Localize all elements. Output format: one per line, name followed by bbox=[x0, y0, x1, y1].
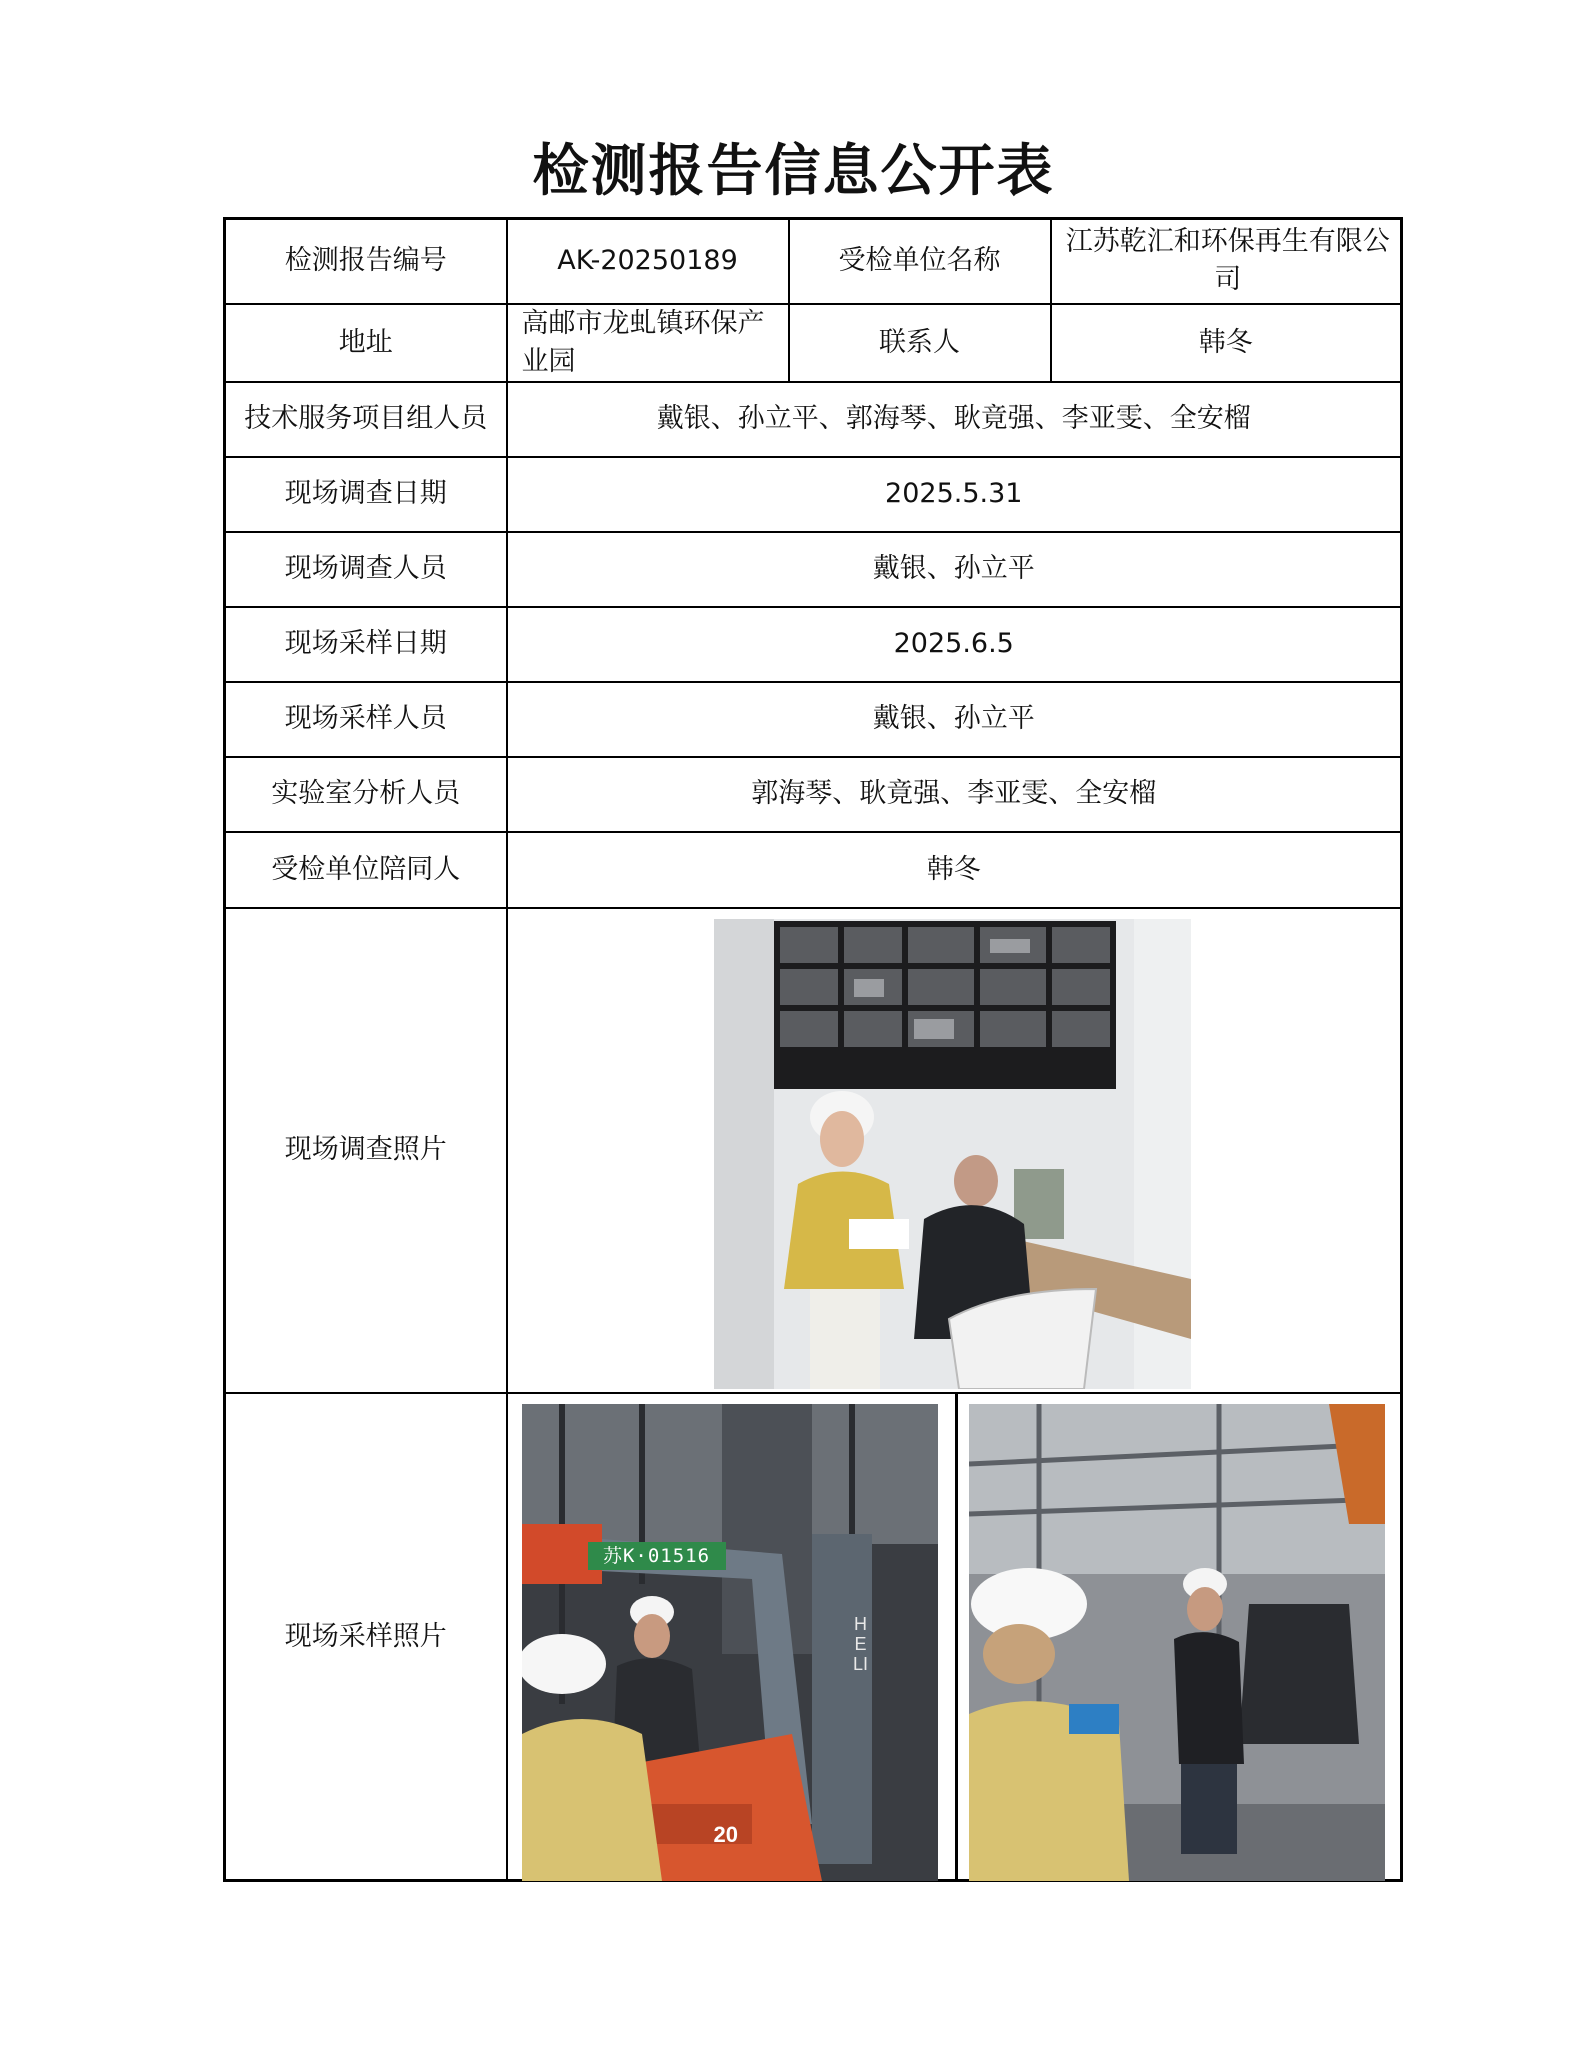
row-team bbox=[225, 382, 1402, 457]
label-sampling-photo: 现场采样照片 bbox=[225, 1393, 507, 1880]
value-sampling-staff: 戴银、孙立平 bbox=[507, 682, 1402, 757]
value-survey-date: 2025.5.31 bbox=[507, 457, 1402, 532]
label-unit-name: 受检单位名称 bbox=[789, 219, 1051, 304]
row-escort bbox=[225, 832, 1402, 908]
label-report-no: 检测报告编号 bbox=[225, 219, 507, 304]
label-survey-staff: 现场调查人员 bbox=[225, 532, 507, 607]
row-address bbox=[225, 304, 1402, 382]
warehouse-photo-image bbox=[969, 1404, 1385, 1881]
value-escort: 韩冬 bbox=[507, 832, 1402, 908]
row-sampling-photo bbox=[225, 1393, 1402, 1880]
label-escort: 受检单位陪同人 bbox=[225, 832, 507, 908]
forklift-brand: HELI bbox=[852, 1614, 868, 1675]
forklift-photo-image bbox=[522, 1404, 938, 1881]
value-contact: 韩冬 bbox=[1051, 304, 1402, 382]
value-team: 戴银、孙立平、郭海琴、耿竟强、李亚雯、全安榴 bbox=[507, 382, 1402, 457]
label-team: 技术服务项目组人员 bbox=[225, 382, 507, 457]
survey-photo-image bbox=[714, 919, 1191, 1389]
row-sampling-staff bbox=[225, 682, 1402, 757]
row-sampling-date bbox=[225, 607, 1402, 682]
sampling-photo-cell bbox=[507, 1393, 1402, 1880]
label-address: 地址 bbox=[225, 304, 507, 382]
row-survey-staff bbox=[225, 532, 1402, 607]
forklift-plate: 苏K·01516 bbox=[588, 1542, 726, 1570]
row-survey-date bbox=[225, 457, 1402, 532]
value-sampling-date: 2025.6.5 bbox=[507, 607, 1402, 682]
row-lab-staff bbox=[225, 757, 1402, 832]
sampling-photo-warehouse bbox=[969, 1404, 1385, 1881]
survey-photo bbox=[714, 919, 1191, 1389]
value-unit-name: 江苏乾汇和环保再生有限公司 bbox=[1051, 219, 1402, 304]
photo-divider bbox=[955, 1394, 958, 1879]
value-report-no: AK-20250189 bbox=[507, 219, 789, 304]
label-sampling-staff: 现场采样人员 bbox=[225, 682, 507, 757]
row-survey-photo bbox=[225, 908, 1402, 1393]
report-info-table bbox=[223, 217, 1403, 1882]
value-address: 高邮市龙虬镇环保产业园 bbox=[507, 304, 789, 382]
value-lab-staff: 郭海琴、耿竟强、李亚雯、全安榴 bbox=[507, 757, 1402, 832]
survey-photo-cell bbox=[507, 908, 1402, 1393]
forklift-model: 20 bbox=[713, 1822, 738, 1848]
value-survey-staff: 戴银、孙立平 bbox=[507, 532, 1402, 607]
sampling-photo-forklift bbox=[522, 1404, 938, 1881]
label-survey-photo: 现场调查照片 bbox=[225, 908, 507, 1393]
label-lab-staff: 实验室分析人员 bbox=[225, 757, 507, 832]
label-contact: 联系人 bbox=[789, 304, 1051, 382]
document-title: 检测报告信息公开表 bbox=[532, 138, 1055, 204]
row-report-no bbox=[225, 219, 1402, 304]
label-survey-date: 现场调查日期 bbox=[225, 457, 507, 532]
label-sampling-date: 现场采样日期 bbox=[225, 607, 507, 682]
